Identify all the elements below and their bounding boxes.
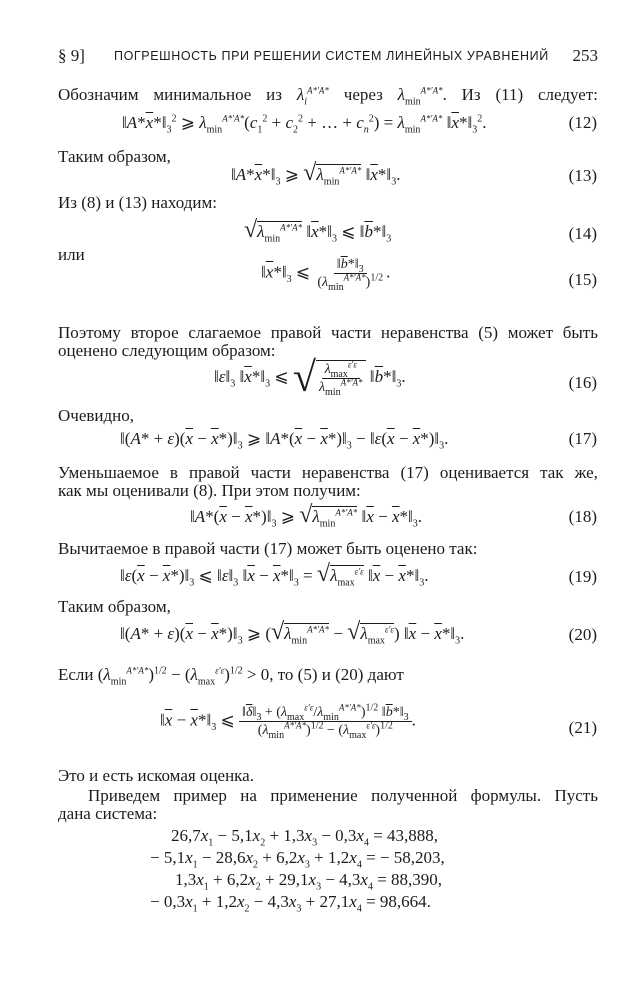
paragraph-11: Это и есть искомая оценка. [58, 766, 254, 785]
paragraph-6: Очевидно, [58, 406, 134, 425]
paragraph-12a: Приведем пример на применение полученной формулы. Пусть [88, 786, 598, 805]
system-equation-4: − $0,3x_1 + 1,2x_2 - 4,3x_3 + 27,1x_4 = 98,664$. [150, 892, 431, 915]
equation-15: $‖\overline{x}*‖_3$ ⩽ $\frac{‖\overline{b}*‖_3}{(\lambda_{min}^{A*'A*})^{1/2}}$ . [261, 257, 391, 293]
system-equation-2: − $5,1x_1 - 28,6x_2 + 6,2x_3 + 1,2x_4$ = − 58,203, [150, 848, 445, 871]
equation-number-14: (14) [568, 224, 597, 243]
equation-number-19: (19) [568, 567, 597, 586]
equation-16: $‖\varepsilon‖_3$ $‖\overline{x}*‖_3$ ⩽ √ $\frac{\lambda_{max}^{\varepsilon'\varepsilon}}{\lambda_{min}^{A*'A*}}$ $‖\overline{b}*‖_3$. [214, 355, 406, 401]
paragraph-9: Таким образом, [58, 597, 171, 616]
paragraph-5b: оценено следующим образом: [58, 341, 276, 360]
equation-12: $‖A*\overline{x}*‖_3^2$ ⩾ $\lambda_{min}^{A*'A*}(c_1^2 + c_2^2$ + … + $c_n^2) = \lambda_{min}^{A*'A*}$ $‖\overline{x}*‖_3^2$. [122, 113, 487, 136]
equation-number-15: (15) [568, 270, 597, 289]
equation-number-17: (17) [568, 429, 597, 448]
equation-number-21: (21) [568, 718, 597, 737]
system-equation-3: $1,3x_1 + 6,2x_2 + 29,1x_3 - 4,3x_4 = 88,390$, [175, 870, 443, 893]
paragraph-7b: как мы оценивали (8). При этом получим: [58, 481, 361, 500]
equation-14: $√\lambda_{min}^{A*'A*}$ $‖\overline{x}*‖_3$ ⩽ $‖\overline{b}*‖_3$ [244, 217, 392, 245]
page-number: 253 [572, 46, 598, 65]
equation-18: $‖A*(\overline{x}$ − $\overline{x}*)‖_3$ ⩾ $√\lambda_{min}^{A*'A*}$ $‖\overline{x}$ − $\overline{x}*‖_3$. [190, 502, 423, 530]
paragraph-1: Обозначим минимальное из $\lambda_i^{A*'A*}$ через $\lambda_{min}^{A*'A*}$. Из (11) следует: [58, 85, 598, 108]
paragraph-4: или [58, 245, 85, 264]
paragraph-3: Из (8) и (13) находим: [58, 193, 217, 212]
equation-number-12: (12) [568, 113, 597, 132]
header-title: ПОГРЕШНОСТЬ ПРИ РЕШЕНИИ СИСТЕМ ЛИНЕЙНЫХ УРАВНЕНИЙ [114, 49, 549, 63]
paragraph-12b: дана система: [58, 804, 158, 823]
running-header [58, 46, 598, 70]
paragraph-7a: Уменьшаемое в правой части неравенства (17) оценивается так же, [58, 463, 598, 482]
equation-number-13: (13) [568, 166, 597, 185]
equation-number-16: (16) [568, 373, 597, 392]
equation-17: ‖(A* + $\varepsilon)(\overline{x}$ − $\overline{x}*)‖_3$ ⩾ $‖A*(\overline{x}$ − $\overline{x}*)‖_3$ − $‖\varepsilon(\overline{x}$ − $\overline{x}*)‖_3$. [120, 429, 449, 452]
equation-20: ‖(A* + $\varepsilon)(\overline{x}$ − $\overline{x}*)‖_3$ ⩾ $(√\lambda_{min}^{A*'A*} - √\lambda_{max}^{\varepsilon'\varepsilon})$ $‖\overline{x}$ − $\overline{x}*‖_3$. [120, 619, 465, 647]
equation-number-18: (18) [568, 507, 597, 526]
section-mark: § 9] [58, 46, 85, 65]
equation-21: $‖\overline{x}$ − $\overline{x}*‖_3$ ⩽ $\frac{‖\overline{\delta}‖_3 + (\lambda_{max}^{\varepsilon'\varepsilon}/\lambda_{min}^{A*'A*})^{1/2} ‖\overline{b}*‖_3}{(\lambda_{min}^{A*'A*})^{1/2} - (\lambda_{max}^{\varepsilon'\varepsilon})^{1/2}}$ . [160, 702, 416, 741]
equation-number-20: (20) [568, 625, 597, 644]
paragraph-5a: Поэтому второе слагаемое правой части неравенства (5) может быть [58, 323, 598, 342]
equation-19: $‖\varepsilon(\overline{x}$ − $\overline{x}*)‖_3$ ⩽ $‖\varepsilon‖_3$ $‖\overline{x}$ − $\overline{x}*‖_3 = √\lambda_{max}^{\varepsilon'\varepsilon}$ $‖\overline{x}$ − $\overline{x}*‖_3$. [120, 561, 429, 589]
paragraph-8: Вычитаемое в правой части (17) может быть оценено так: [58, 539, 478, 558]
equation-13: $‖A*\overline{x}*‖_3$ ⩾ $√\lambda_{min}^{A*'A*}$ $‖\overline{x}*‖_3$. [231, 160, 401, 188]
paragraph-10: Если $(\lambda_{min}^{A*'A*})^{1/2} - (\lambda_{max}^{\varepsilon'\varepsilon})^{1/2} > 0$, то (5) и (20) дают [58, 665, 404, 688]
system-equation-1: $26,7x_1 - 5,1x_2 + 1,3x_3 - 0,3x_4 = 43,888$, [171, 826, 439, 849]
paragraph-2: Таким образом, [58, 147, 171, 166]
